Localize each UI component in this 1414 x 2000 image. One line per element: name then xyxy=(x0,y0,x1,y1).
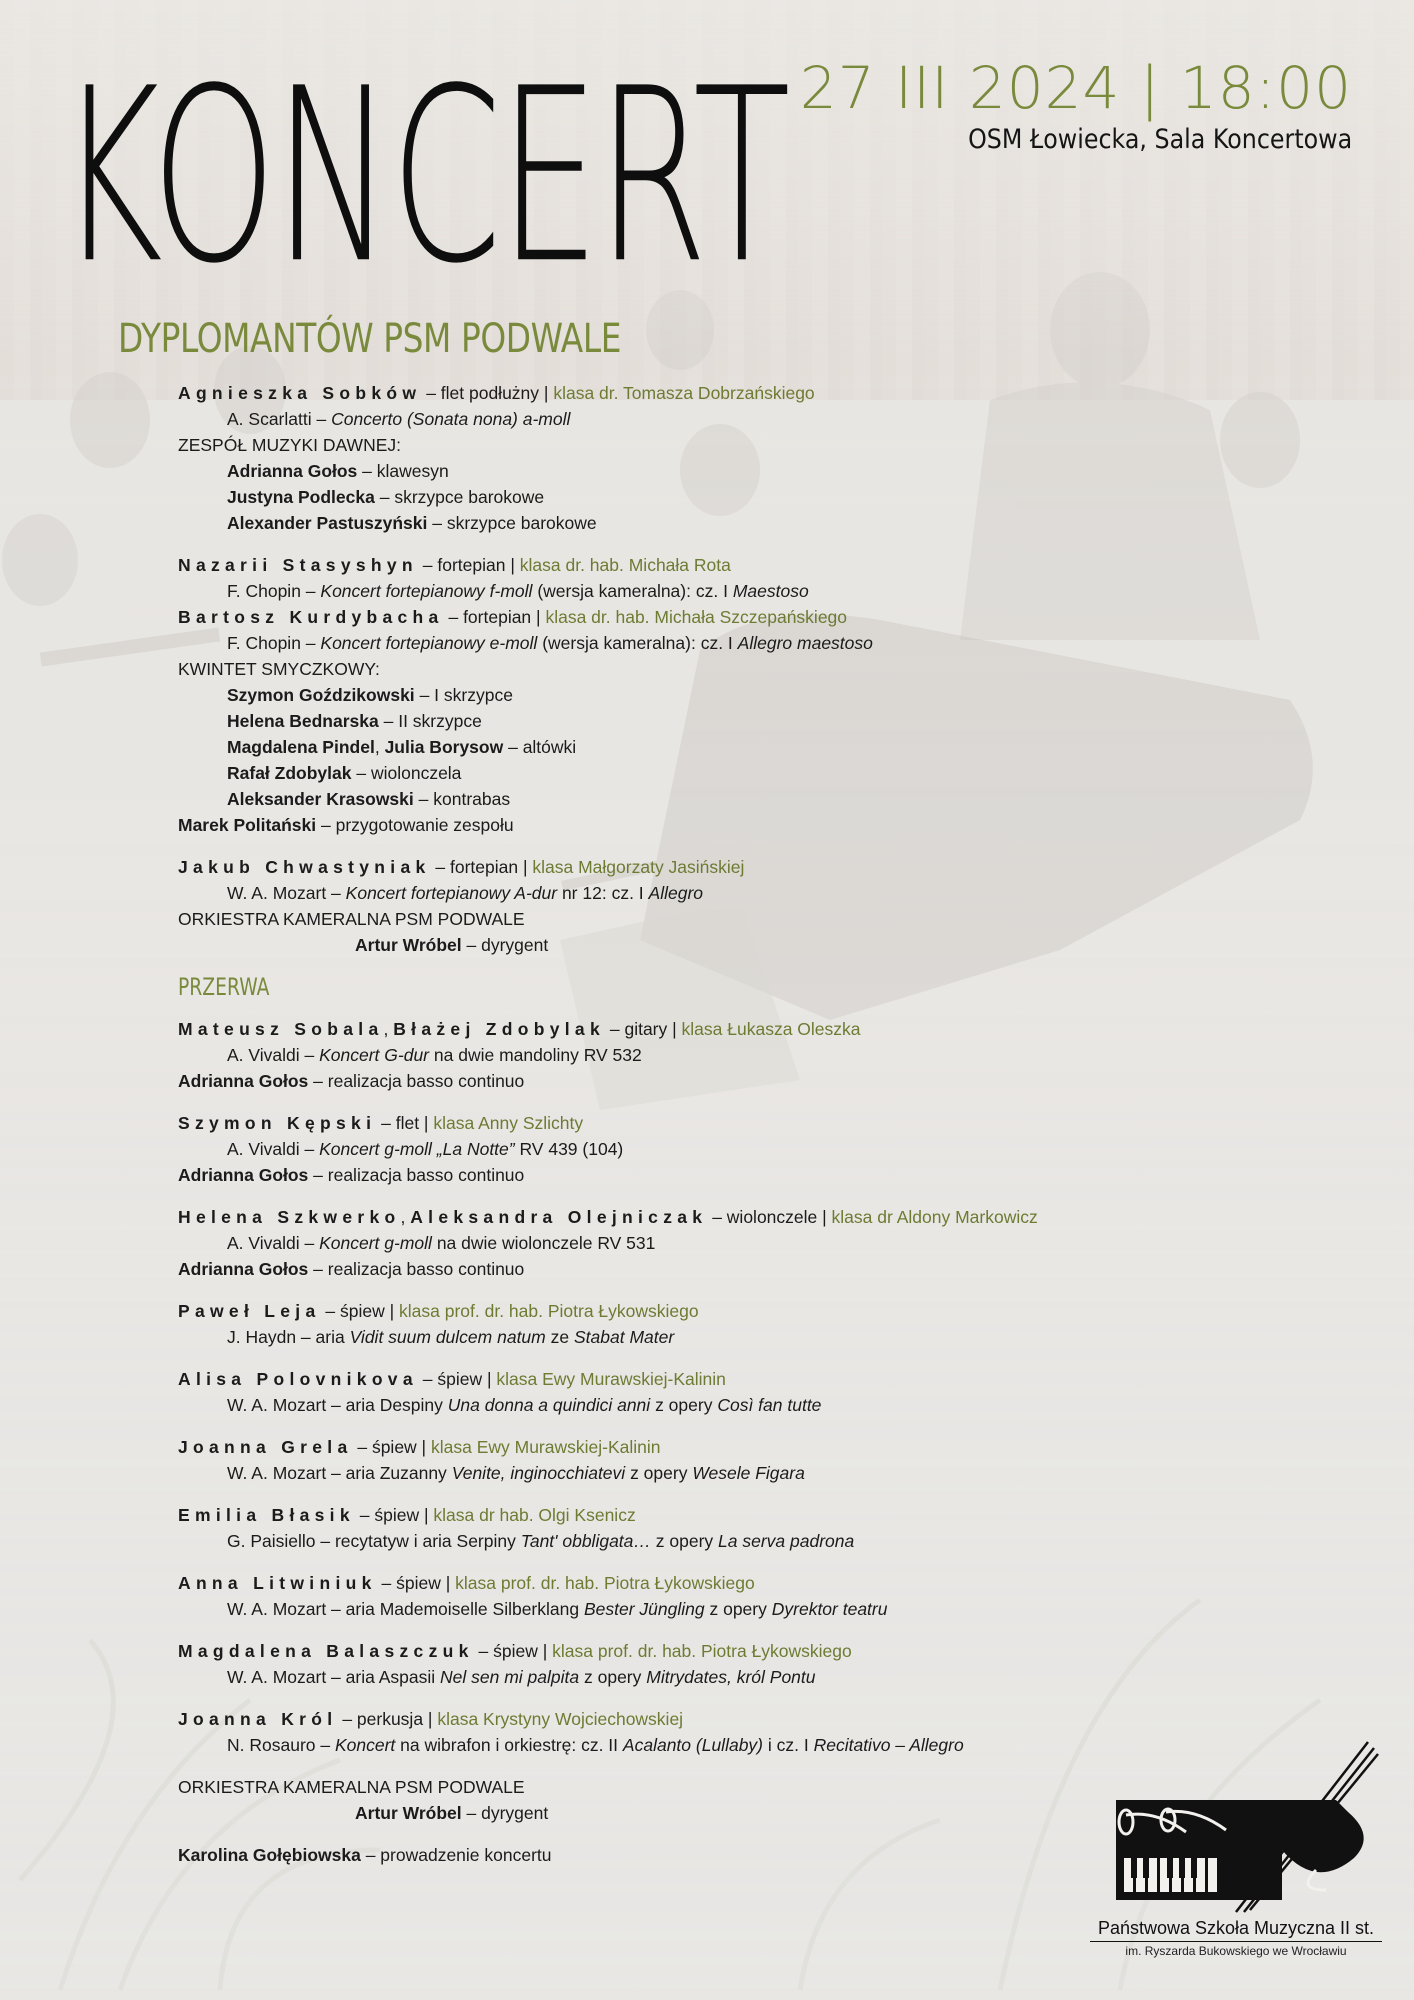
work-detail: z opery xyxy=(655,1531,714,1551)
member-name: Magdalena Pindel xyxy=(227,737,375,757)
performer-name: Anna Litwiniuk xyxy=(178,1573,377,1593)
ensemble-name: ORKIESTRA KAMERALNA PSM PODWALE xyxy=(178,909,525,929)
work-title: Koncert xyxy=(334,1735,396,1755)
continuo-role: – realizacja basso continuo xyxy=(313,1259,525,1279)
instrument: – wiolonczele | xyxy=(712,1207,827,1227)
member-role: – skrzypce barokowe xyxy=(432,513,597,533)
work-title: Koncert fortepianowy A-dur xyxy=(345,883,558,903)
work-detail: z opery xyxy=(709,1599,767,1619)
program-item xyxy=(178,552,1178,838)
movement-title: Recitativo – Allegro xyxy=(813,1735,964,1755)
member-role: – skrzypce barokowe xyxy=(379,487,545,507)
work-detail: RV 439 (104) xyxy=(519,1139,624,1159)
composer: A. Vivaldi – xyxy=(227,1139,315,1159)
continuo-name: Adrianna Gołos xyxy=(178,1259,309,1279)
member-name: Rafał Zdobylak xyxy=(227,763,352,783)
work-detail: z opery xyxy=(584,1667,642,1687)
member-name: Szymon Goździkowski xyxy=(227,685,415,705)
work-detail: na dwie wiolonczele RV 531 xyxy=(436,1233,656,1253)
instrument: – fortepian | xyxy=(422,555,515,575)
work-detail: z opery xyxy=(630,1463,688,1483)
conductor-role: – dyrygent xyxy=(466,935,549,955)
composer: A. Vivaldi – xyxy=(227,1045,315,1065)
opera-title: Mitrydates, król Pontu xyxy=(646,1667,816,1687)
work-detail: (wersja kameralna): cz. I xyxy=(537,581,728,601)
member-name: Julia Borysow xyxy=(384,737,504,757)
work-detail: nr 12: cz. I xyxy=(561,883,644,903)
program-item xyxy=(178,1774,1178,1826)
composer: W. A. Mozart – aria Aspasii xyxy=(227,1667,436,1687)
performer-name: Błażej Zdobylak xyxy=(393,1019,605,1039)
member-role: – altówki xyxy=(508,737,577,757)
instrument: – śpiew | xyxy=(478,1641,548,1661)
work-detail: na dwie mandoliny RV 532 xyxy=(433,1045,642,1065)
school-name: Państwowa Szkoła Muzyczna II st. xyxy=(1090,1918,1382,1942)
separator: , xyxy=(374,737,380,757)
preparer-name: Marek Politański xyxy=(178,815,317,835)
school-logo xyxy=(1086,1740,1386,1965)
instrument: – śpiew | xyxy=(422,1369,492,1389)
teacher-class: klasa prof. dr. hab. Piotra Łykowskiego xyxy=(455,1573,755,1593)
program-item xyxy=(178,1366,1178,1418)
teacher-class: klasa Łukasza Oleszka xyxy=(681,1019,861,1039)
school-emblem-icon xyxy=(1086,1740,1386,1915)
ensemble-name: KWINTET SMYCZKOWY: xyxy=(178,659,380,679)
performer-name: Magdalena Balaszczuk xyxy=(178,1641,474,1661)
opera-title: Wesele Figara xyxy=(692,1463,805,1483)
performer-name: Agnieszka Sobków xyxy=(178,383,422,403)
program-item xyxy=(178,1570,1178,1622)
work-detail: na wibrafon i orkiestrę: cz. II xyxy=(400,1735,619,1755)
work-title: Bester Jüngling xyxy=(583,1599,705,1619)
program-item xyxy=(178,1204,1178,1282)
opera-title: La serva padrona xyxy=(718,1531,855,1551)
work-title: Koncert g-moll xyxy=(319,1233,432,1253)
work-title: Vidit suum dulcem natum xyxy=(349,1327,546,1347)
performer-name: Emilia Błasik xyxy=(178,1505,355,1525)
teacher-class: klasa Anny Szlichty xyxy=(433,1113,584,1133)
continuo-role: – realizacja basso continuo xyxy=(313,1071,525,1091)
composer: G. Paisiello – recytatyw i aria Serpiny xyxy=(227,1531,516,1551)
work-title: Koncert G-dur xyxy=(319,1045,430,1065)
host-credit xyxy=(178,1842,1178,1868)
member-role: – II skrzypce xyxy=(383,711,482,731)
work-detail: ze xyxy=(550,1327,570,1347)
tempo: Allegro xyxy=(648,883,704,903)
member-role: – kontrabas xyxy=(418,789,511,809)
performer-name: Helena Szkwerko xyxy=(178,1207,401,1227)
composer: A. Scarlatti – xyxy=(227,409,327,429)
movement-title: Acalanto (Lullaby) xyxy=(622,1735,763,1755)
teacher-class: klasa Ewy Murawskiej-Kalinin xyxy=(430,1437,661,1457)
teacher-class: klasa prof. dr. hab. Piotra Łykowskiego xyxy=(399,1301,699,1321)
composer: A. Vivaldi – xyxy=(227,1233,315,1253)
performer-name: Alisa Polovnikova xyxy=(178,1369,418,1389)
tempo: Allegro maestoso xyxy=(737,633,873,653)
work-detail: i cz. I xyxy=(767,1735,809,1755)
performer-name: Aleksandra Olejniczak xyxy=(410,1207,708,1227)
instrument: – fortepian | xyxy=(435,857,528,877)
composer: W. A. Mozart – aria Mademoiselle Silberklang xyxy=(227,1599,580,1619)
performer-name: Mateusz Sobala xyxy=(178,1019,384,1039)
concert-program xyxy=(178,380,1178,1884)
conductor-name: Artur Wróbel xyxy=(355,1803,462,1823)
ensemble-name: ZESPÓŁ MUZYKI DAWNEJ: xyxy=(178,435,401,455)
event-venue: OSM Łowiecka, Sala Koncertowa xyxy=(967,124,1352,155)
instrument: – fortepian | xyxy=(448,607,541,627)
work-title: Koncert g-moll „La Notte” xyxy=(319,1139,515,1159)
member-name: Justyna Podlecka xyxy=(227,487,375,507)
program-item xyxy=(178,1502,1178,1554)
opera-title: Dyrektor teatru xyxy=(771,1599,888,1619)
separator: , xyxy=(383,1019,389,1039)
teacher-class: klasa dr. hab. Michała Rota xyxy=(519,555,731,575)
school-patron: im. Ryszarda Bukowskiego we Wrocławiu xyxy=(1125,1944,1347,1958)
continuo-name: Adrianna Gołos xyxy=(178,1165,309,1185)
performer-name: Joanna Grela xyxy=(178,1437,353,1457)
program-item xyxy=(178,1434,1178,1486)
instrument: – perkusja | xyxy=(342,1709,433,1729)
member-name: Alexander Pastuszyński xyxy=(227,513,428,533)
composer: F. Chopin – xyxy=(227,581,316,601)
performer-name: Jakub Chwastyniak xyxy=(178,857,431,877)
program-item xyxy=(178,380,1178,536)
teacher-class: klasa dr. hab. Michała Szczepańskiego xyxy=(545,607,848,627)
performer-name: Paweł Leja xyxy=(178,1301,321,1321)
work-detail: z opery xyxy=(655,1395,713,1415)
teacher-class: klasa prof. dr. hab. Piotra Łykowskiego xyxy=(552,1641,852,1661)
program-item xyxy=(178,854,1178,958)
event-info xyxy=(800,54,1352,155)
concert-title: KONCERT xyxy=(58,38,788,317)
program-item xyxy=(178,1638,1178,1690)
ensemble-name: ORKIESTRA KAMERALNA PSM PODWALE xyxy=(178,1777,525,1797)
conductor-role: – dyrygent xyxy=(466,1803,549,1823)
teacher-class: klasa dr. Tomasza Dobrzańskiego xyxy=(553,383,815,403)
event-datetime: 27 III 2024 | 18:00 xyxy=(799,54,1352,122)
composer: W. A. Mozart – xyxy=(227,883,341,903)
work-title: Koncert fortepianowy f-moll xyxy=(320,581,533,601)
performer-name: Nazarii Stasyshyn xyxy=(178,555,418,575)
work-title: Tant' obbligata… xyxy=(520,1531,651,1551)
teacher-class: klasa Krystyny Wojciechowskiej xyxy=(437,1709,684,1729)
instrument: – śpiew | xyxy=(325,1301,395,1321)
opera-title: Stabat Mater xyxy=(573,1327,675,1347)
concert-subtitle: DYPLOMANTÓW PSM PODWALE xyxy=(118,316,622,362)
teacher-class: klasa Małgorzaty Jasińskiej xyxy=(532,857,745,877)
host-role: – prowadzenie koncertu xyxy=(365,1845,552,1865)
composer: F. Chopin – xyxy=(227,633,316,653)
work-title: Venite, inginocchiatevi xyxy=(451,1463,626,1483)
performer-name: Bartosz Kurdybacha xyxy=(178,607,444,627)
member-name: Aleksander Krasowski xyxy=(227,789,414,809)
member-name: Helena Bednarska xyxy=(227,711,379,731)
instrument: – flet | xyxy=(381,1113,429,1133)
performer-name: Joanna Król xyxy=(178,1709,338,1729)
separator: , xyxy=(400,1207,406,1227)
instrument: – flet podłużny | xyxy=(426,383,549,403)
teacher-class: klasa dr hab. Olgi Ksenicz xyxy=(433,1505,636,1525)
composer: W. A. Mozart – aria Zuzanny xyxy=(227,1463,447,1483)
teacher-class: klasa dr Aldony Markowicz xyxy=(831,1207,1038,1227)
host-name: Karolina Gołębiowska xyxy=(178,1845,361,1865)
continuo-name: Adrianna Gołos xyxy=(178,1071,309,1091)
program-item xyxy=(178,1110,1178,1188)
instrument: – śpiew | xyxy=(381,1573,451,1593)
member-role: – I skrzypce xyxy=(419,685,513,705)
intermission-label: PRZERWA xyxy=(178,973,270,1001)
instrument: – gitary | xyxy=(609,1019,677,1039)
teacher-class: klasa Ewy Murawskiej-Kalinin xyxy=(496,1369,726,1389)
continuo-role: – realizacja basso continuo xyxy=(313,1165,525,1185)
member-role: – klawesyn xyxy=(362,461,449,481)
composer: W. A. Mozart – aria Despiny xyxy=(227,1395,443,1415)
composer: J. Haydn – aria xyxy=(227,1327,345,1347)
preparer-role: – przygotowanie zespołu xyxy=(321,815,514,835)
program-item xyxy=(178,1706,1178,1758)
program-item xyxy=(178,1016,1178,1094)
work-title: Concerto (Sonata nona) a-moll xyxy=(331,409,571,429)
member-name: Adrianna Gołos xyxy=(227,461,358,481)
work-title: Koncert fortepianowy e-moll xyxy=(320,633,538,653)
work-detail: (wersja kameralna): cz. I xyxy=(542,633,733,653)
work-title: Nel sen mi palpita xyxy=(440,1667,580,1687)
instrument: – śpiew | xyxy=(359,1505,429,1525)
work-title: Una donna a quindici anni xyxy=(447,1395,651,1415)
member-role: – wiolonczela xyxy=(356,763,462,783)
tempo: Maestoso xyxy=(732,581,809,601)
performer-name: Szymon Kępski xyxy=(178,1113,377,1133)
composer: N. Rosauro – xyxy=(227,1735,331,1755)
instrument: – śpiew | xyxy=(357,1437,427,1457)
program-item xyxy=(178,1298,1178,1350)
opera-title: Così fan tutte xyxy=(717,1395,822,1415)
conductor-name: Artur Wróbel xyxy=(355,935,462,955)
